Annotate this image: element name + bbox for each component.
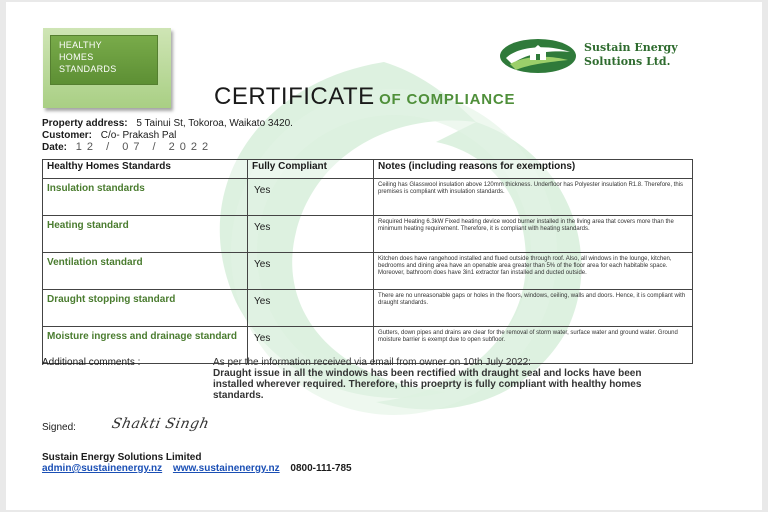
title-sub: OF COMPLIANCE bbox=[379, 91, 516, 108]
comments-lead: As per the information received via email from owner on 10th July 2022: bbox=[213, 357, 531, 368]
standard-name: Moisture ingress and drainage standard bbox=[43, 327, 248, 364]
customer-row: Customer: C/o- Prakash Pal bbox=[42, 130, 177, 141]
sustain-energy-logo-icon bbox=[498, 36, 578, 76]
email-link[interactable]: admin@sustainenergy.nz bbox=[42, 463, 163, 474]
standard-notes: Gutters, down pipes and drains are clear for the removal of storm water, surface water and ground water. Ground moisture barrier is exempt due to open subfloor. bbox=[374, 327, 693, 364]
compliance-value: Yes bbox=[248, 327, 374, 364]
footer-contacts bbox=[42, 463, 352, 474]
table-row bbox=[43, 216, 693, 253]
footer-company-name: Sustain Energy Solutions Limited bbox=[42, 452, 202, 463]
phone-number: 0800-111-785 bbox=[290, 463, 352, 474]
date-row: Date: 12 / 07 / 2022 bbox=[42, 141, 214, 153]
website-link[interactable]: www.sustainenergy.nz bbox=[172, 463, 280, 474]
standard-name: Heating standard bbox=[43, 216, 248, 253]
additional-comments-text bbox=[213, 357, 663, 401]
table-row bbox=[43, 253, 693, 290]
comments-body: Draught issue in all the windows has been rectified with draught seal and locks have been installed wherever required. Therefore, this proeprty is fully compliant with healthy homes standards. bbox=[213, 368, 642, 401]
signed-label: Signed: bbox=[42, 422, 76, 433]
healthy-homes-badge-label: HEALTHY HOMES STANDARDS bbox=[50, 35, 158, 85]
compliance-value: Yes bbox=[248, 290, 374, 327]
certificate-page bbox=[6, 2, 762, 510]
compliance-value: Yes bbox=[248, 179, 374, 216]
standards-table bbox=[42, 159, 693, 364]
title-main: CERTIFICATE bbox=[214, 83, 375, 110]
signature: Shakti Singh bbox=[110, 416, 211, 432]
standard-name: Insulation standards bbox=[43, 179, 248, 216]
company-logo-text: Sustain Energy Solutions Ltd. bbox=[584, 41, 678, 68]
additional-comments-label: Additional comments : bbox=[42, 357, 141, 368]
table-row bbox=[43, 179, 693, 216]
header-notes: Notes (including reasons for exemptions) bbox=[374, 160, 693, 179]
standard-name: Ventilation standard bbox=[43, 253, 248, 290]
certificate-title bbox=[214, 83, 515, 111]
header-standards: Healthy Homes Standards bbox=[43, 160, 248, 179]
standard-notes: Kitchen does have rangehood installed and flued outside through roof. Also, all windows in the lounge, kitchen, bedrooms and dining area have an openable area greater than 5% of the floor area for each habitable space. Moreover, bathroom does have 3in1 extractor fan installed and ducted outside. bbox=[374, 253, 693, 290]
table-header-row bbox=[43, 160, 693, 179]
property-address-row: Property address: 5 Tainui St, Tokoroa, Waikato 3420. bbox=[42, 118, 293, 129]
standard-notes: There are no unreasonable gaps or holes in the floors, windows, ceiling, walls and doors. Hence, it is compliant with draught standards. bbox=[374, 290, 693, 327]
compliance-value: Yes bbox=[248, 253, 374, 290]
standard-notes: Ceiling has Glasswool insulation above 120mm thickness. Underfloor has Polyester insulation R1.8. Therefore, this premises is compliant with insulation standards. bbox=[374, 179, 693, 216]
compliance-value: Yes bbox=[248, 216, 374, 253]
header-compliant: Fully Compliant bbox=[248, 160, 374, 179]
standard-name: Draught stopping standard bbox=[43, 290, 248, 327]
standard-notes: Required Heating 6.3kW Fixed heating device wood burner installed in the living area that covers more than the minimum heating requirement. Therefore, it is compliant with heating standards. bbox=[374, 216, 693, 253]
healthy-homes-badge bbox=[43, 28, 171, 108]
table-row bbox=[43, 290, 693, 327]
